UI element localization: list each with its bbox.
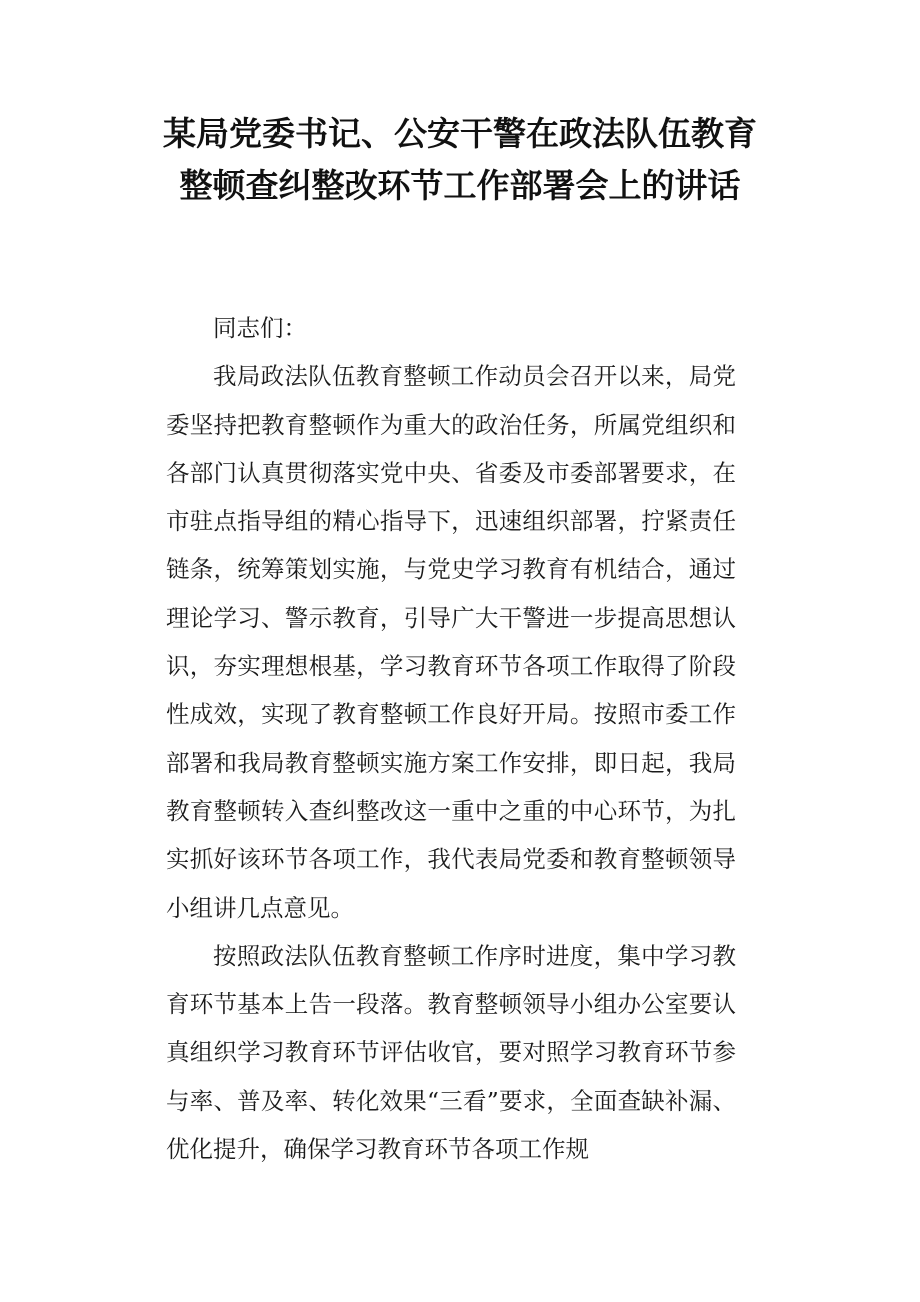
title-line-1: 某局党委书记、公安干警在政法队伍教育 xyxy=(163,114,757,153)
paragraph-2: 按照政法队伍教育整顿工作序时进度，集中学习教育环节基本上告一段落。教育整顿领导小组办公室要认真组织学习教育环节评估收官，要对照学习教育环节参与率、普及率、转化效果“三看”要求，全面查缺补漏、优化提升，确保学习教育环节各项工作规 xyxy=(166,941,736,1164)
title-line-2: 整顿查纠整改环节工作部署会上的讲话 xyxy=(179,166,741,205)
paragraph-1: 我局政法队伍教育整顿工作动员会召开以来，局党委坚持把教育整顿作为重大的政治任务，所属党组织和各部门认真贯彻落实党中央、省委及市委部署要求，在市驻点指导组的精心指导下，迅速组织部署，拧紧责任链条，统筹策划实施，与党史学习教育有机结合，通过理论学习、警示教育，引导广大干警进一步提高思想认识，夯实理想根基，学习教育环节各项工作取得了阶段性成效，实现了教育整顿工作良好开局。按照市委工作部署和我局教育整顿实施方案工作安排，即日起，我局教育整顿转入查纠整改这一重中之重的中心环节，为扎实抓好该环节各项工作，我代表局党委和教育整顿领导小组讲几点意见。 xyxy=(166,362,736,922)
document-title xyxy=(120,108,800,212)
greeting: 同志们： xyxy=(213,314,307,342)
document-body xyxy=(166,304,736,1173)
